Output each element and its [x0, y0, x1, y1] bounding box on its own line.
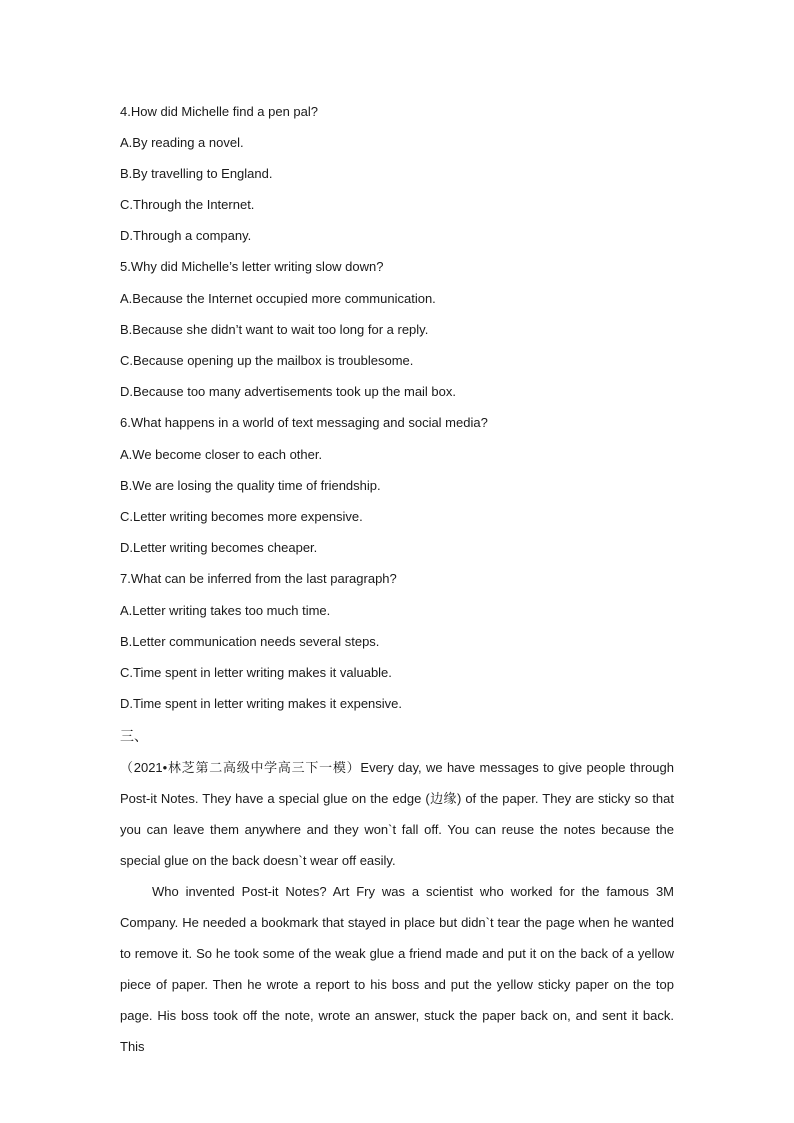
question-5-option-d: D.Because too many advertisements took up the mail box. — [120, 384, 457, 399]
question-7-option-d: D.Time spent in letter writing makes it expensive. — [120, 696, 403, 711]
question-6-option-b: B.We are losing the quality time of friendship. — [120, 478, 381, 493]
question-6-option-a: A.We become closer to each other. — [120, 447, 323, 462]
question-4-option-d: D.Through a company. — [120, 228, 252, 243]
question-6-stem: 6.What happens in a world of text messaging and social media? — [120, 415, 488, 430]
question-5-option-c: C.Because opening up the mailbox is troublesome. — [120, 353, 414, 368]
passage-paragraph-1: （2021•林芝第二高级中学高三下一模）Every day, we have messages to give people through Post-it Notes. They have a special glue on the edge (边缘) of the paper. They are sticky so that you can leave them anywhere and they won`t fall off. You can reuse the notes because the special glue on the back doesn`t wear off easily. — [120, 760, 674, 868]
question-6-option-c: C.Letter writing becomes more expensive. — [120, 509, 363, 524]
passage-paragraph-2: Who invented Post-it Notes? Art Fry was a scientist who worked for the famous 3M Company. He needed a bookmark that stayed in place but didn`t tear the page when he wanted to remove it. So he took some of the weak glue a friend made and put it on the back of a yellow piece of paper. Then he wrote a report to his boss and put the yellow sticky paper on the top page. His boss took off the note, wrote an answer, stuck the paper back on, and sent it back. This — [120, 884, 674, 1054]
section-three-marker: 三、 — [120, 728, 148, 744]
question-6-option-d: D.Letter writing becomes cheaper. — [120, 540, 318, 555]
question-7-option-c: C.Time spent in letter writing makes it valuable. — [120, 665, 392, 680]
question-4-stem: 4.How did Michelle find a pen pal? — [120, 104, 319, 119]
question-4-option-b: B.By travelling to England. — [120, 166, 273, 181]
question-7-option-b: B.Letter communication needs several steps. — [120, 634, 380, 649]
question-4-option-c: C.Through the Internet. — [120, 197, 255, 212]
question-5-option-b: B.Because she didn’t want to wait too long for a reply. — [120, 322, 429, 337]
question-5-option-a: A.Because the Internet occupied more communication. — [120, 291, 436, 306]
question-4-option-a: A.By reading a novel. — [120, 135, 244, 150]
question-5-stem: 5.Why did Michelle’s letter writing slow down? — [120, 259, 384, 274]
question-7-stem: 7.What can be inferred from the last paragraph? — [120, 571, 397, 586]
question-7-option-a: A.Letter writing takes too much time. — [120, 603, 331, 618]
